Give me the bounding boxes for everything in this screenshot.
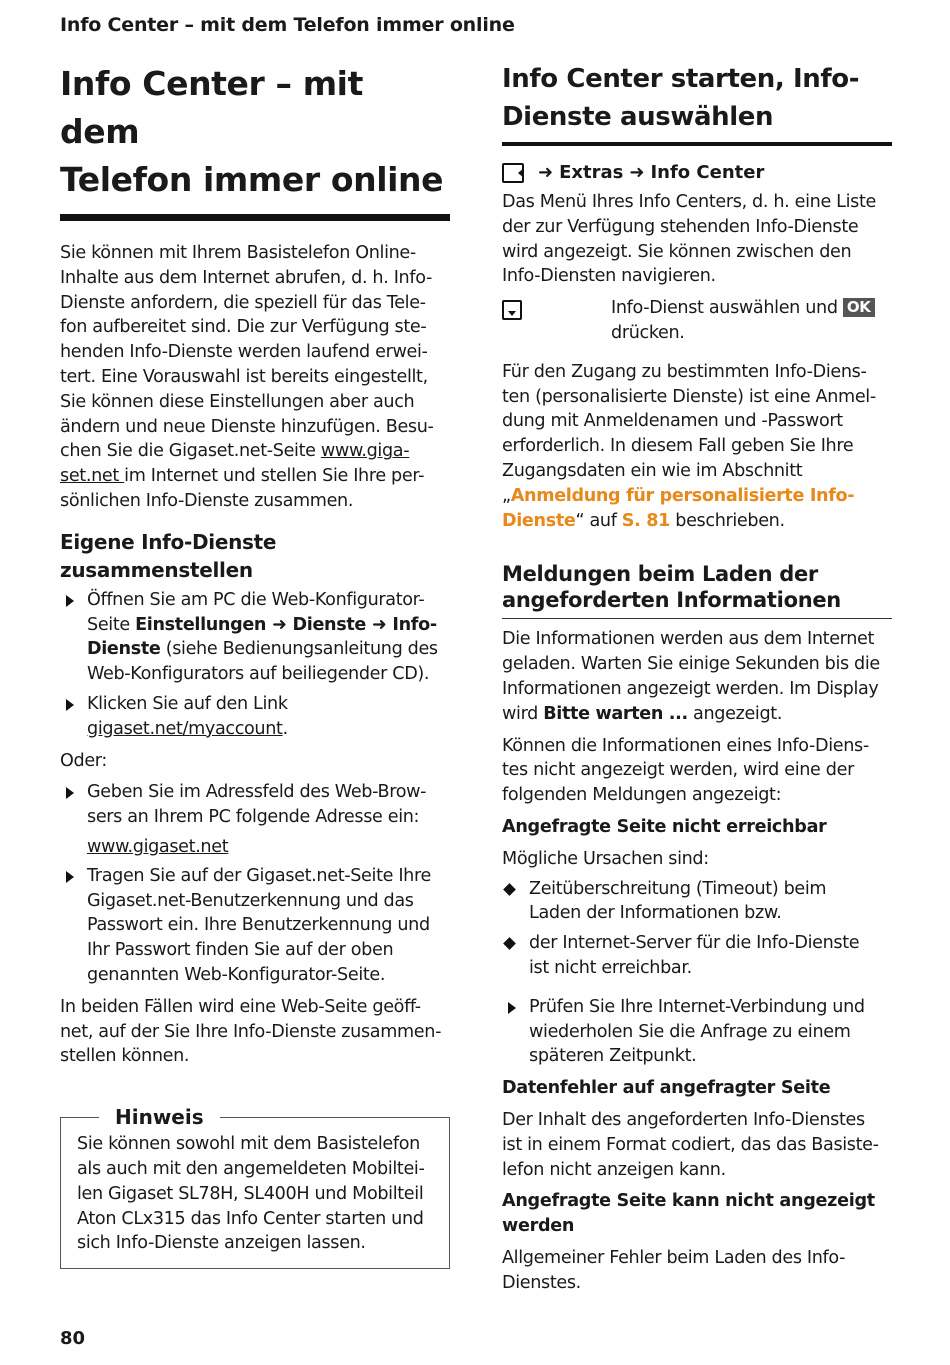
cause-server: der Internet-Server für die Info-Dienste ist nicht erreichbar. bbox=[502, 931, 892, 981]
page-title-line-1: Info Center – mit dem bbox=[60, 64, 363, 151]
message-title-data-error: Datenfehler auf angefragter Seite bbox=[502, 1078, 831, 1099]
triangle-bullet-icon bbox=[508, 1002, 516, 1014]
heading-own-services: Eigene Info-Dienste zusammenstellen bbox=[60, 529, 277, 582]
gigaset-net-link-cont[interactable]: set.net bbox=[60, 466, 125, 487]
message-title-cannot-display: Angefragte Seite kann nicht angezeigt werden bbox=[502, 1191, 875, 1237]
triangle-bullet-icon bbox=[66, 699, 74, 711]
ok-key-icon: OK bbox=[843, 298, 875, 317]
navigation-key-down-icon bbox=[502, 300, 522, 320]
triangle-bullet-icon bbox=[66, 871, 74, 883]
or-label: Oder: bbox=[60, 750, 107, 771]
note-title: Hinweis bbox=[99, 1103, 220, 1131]
note-box bbox=[60, 1105, 450, 1269]
section-reference-link[interactable]: Anmeldung für personalisierte Info- bbox=[510, 485, 855, 506]
step-open-web-configurator: Öffnen Sie am PC die Web-Konfigurator- Seite Einstellungen ➜ Dienste ➜ Info- Dienste (siehe Bedienungsanleitung des Web-Konfigurators auf beiliegender CD). bbox=[60, 588, 450, 687]
both-cases-paragraph: In beiden Fällen wird eine Web-Seite geöff- net, auf der Sie Ihre Info-Dienste zusammen- stellen können. bbox=[60, 996, 442, 1067]
gigaset-net-link[interactable]: www.giga- bbox=[320, 441, 410, 462]
step-enter-address: Geben Sie im Adressfeld des Web-Brow- sers an Ihrem PC folgende Adresse ein: www.gigaset.net bbox=[60, 780, 450, 859]
menu-key-icon bbox=[502, 163, 524, 183]
access-paragraph: Für den Zugang zu bestimmten Info-Diens- ten (personalisierte Dienste) ist eine Anmel- dung mit Anmeldenamen und -Passwort erforderlich. In diesem Fall geben Sie Ihre Zugangsdaten ein wie im Abschnitt „Anmeldung für personalisierte Info- Dienste“ auf S. 81 beschrieben. bbox=[502, 361, 876, 531]
menu-path bbox=[502, 160, 892, 186]
step-enter-credentials: Tragen Sie auf der Gigaset.net-Seite Ihre Gigaset.net-Benutzerkennung und das Passwort ein. Ihre Benutzerkennung und Ihr Passwort finden Sie auf der oben genannten Web-Konfigurator-Seite. bbox=[60, 864, 450, 988]
cause-timeout: Zeitüberschreitung (Timeout) beim Laden der Informationen bzw. bbox=[502, 877, 892, 927]
triangle-bullet-icon bbox=[66, 787, 74, 799]
running-head: Info Center – mit dem Telefon immer online bbox=[60, 14, 515, 36]
arrow-right-icon: ➜ bbox=[272, 614, 287, 635]
intro-paragraph: Sie können mit Ihrem Basistelefon Online- Inhalte aus dem Internet abrufen, d. h. Info- Dienste anfordern, die speziell für das Tele- fon aufbereitet sind. Die zur Verfügung ste- henden Info-Dienste werden laufend erwei- tert. Eine Vorauswahl ist bereits eingestellt, Sie können diese Einstellungen aber auch ändern und neue Dienste hinzufügen. Besu- chen Sie die Gigaset.net-Seite www.giga- set.net im Internet und stellen Sie Ihre per- sönlichen Info-Dienste zusammen. bbox=[60, 243, 434, 511]
myaccount-link[interactable]: gigaset.net/myaccount bbox=[87, 718, 283, 739]
causes-label: Mögliche Ursachen sind: bbox=[502, 848, 709, 869]
menu-description: Das Menü Ihres Info Centers, d. h. eine Liste der zur Verfügung stehenden Info-Dienste wird angezeigt. Sie können zwischen den Info-Diensten navigieren. bbox=[502, 192, 877, 287]
note-text: Sie können sowohl mit dem Basistelefon als auch mit den angemeldeten Mobiltei- len Gigaset SL78H, SL400H und Mobilteil Aton CLx315 das Info Center starten und sich Info-Dienste anzeigen lassen. bbox=[77, 1134, 425, 1254]
arrow-right-icon: ➜ bbox=[629, 162, 645, 183]
section-title-start: Info Center starten, Info- Dienste auswählen bbox=[502, 60, 892, 146]
triangle-bullet-icon bbox=[66, 595, 74, 607]
menu-item-extras: Extras bbox=[559, 162, 624, 183]
arrow-right-icon: ➜ bbox=[372, 614, 387, 635]
message-title-not-reachable: Angefragte Seite nicht erreichbar bbox=[502, 816, 827, 837]
heading-messages: Meldungen beim Laden der angeforderten Informationen bbox=[502, 561, 892, 619]
page-reference-link[interactable]: S. 81 bbox=[621, 510, 671, 531]
loading-paragraph: Die Informationen werden aus dem Internet geladen. Warten Sie einige Sekunden bis die Informationen angezeigt werden. Im Display wird Bitte warten ... angezeigt. bbox=[502, 629, 880, 724]
gigaset-net-address-link[interactable]: www.gigaset.net bbox=[87, 836, 229, 857]
left-column bbox=[60, 60, 450, 1269]
step-click-link: Klicken Sie auf den Link gigaset.net/myaccount. bbox=[60, 692, 450, 742]
action-check-connection: Prüfen Sie Ihre Internet-Verbindung und wiederholen Sie die Anfrage zu einem späteren Zeitpunkt. bbox=[502, 995, 892, 1069]
right-column bbox=[502, 60, 892, 1295]
page-title-line-2: Telefon immer online bbox=[60, 160, 444, 199]
diamond-bullet-icon bbox=[503, 937, 516, 950]
page-number: 80 bbox=[60, 1328, 86, 1349]
page-title bbox=[60, 60, 450, 221]
arrow-right-icon: ➜ bbox=[538, 162, 554, 183]
diamond-bullet-icon bbox=[503, 883, 516, 896]
menu-item-info-center: Info Center bbox=[650, 162, 765, 183]
section-reference-link-cont[interactable]: Dienste bbox=[502, 510, 576, 531]
navigation-instruction: Info-Dienst auswählen und OK drücken. bbox=[502, 296, 892, 346]
error-intro-paragraph: Können die Informationen eines Info-Diens- tes nicht angezeigt werden, wird eine der folgenden Meldungen angezeigt: bbox=[502, 735, 869, 806]
general-error-paragraph: Allgemeiner Fehler beim Laden des Info- Dienstes. bbox=[502, 1247, 846, 1293]
data-error-paragraph: Der Inhalt des angeforderten Info-Dienstes ist in einem Format codiert, das das Basiste- lefon nicht anzeigen kann. bbox=[502, 1109, 879, 1180]
